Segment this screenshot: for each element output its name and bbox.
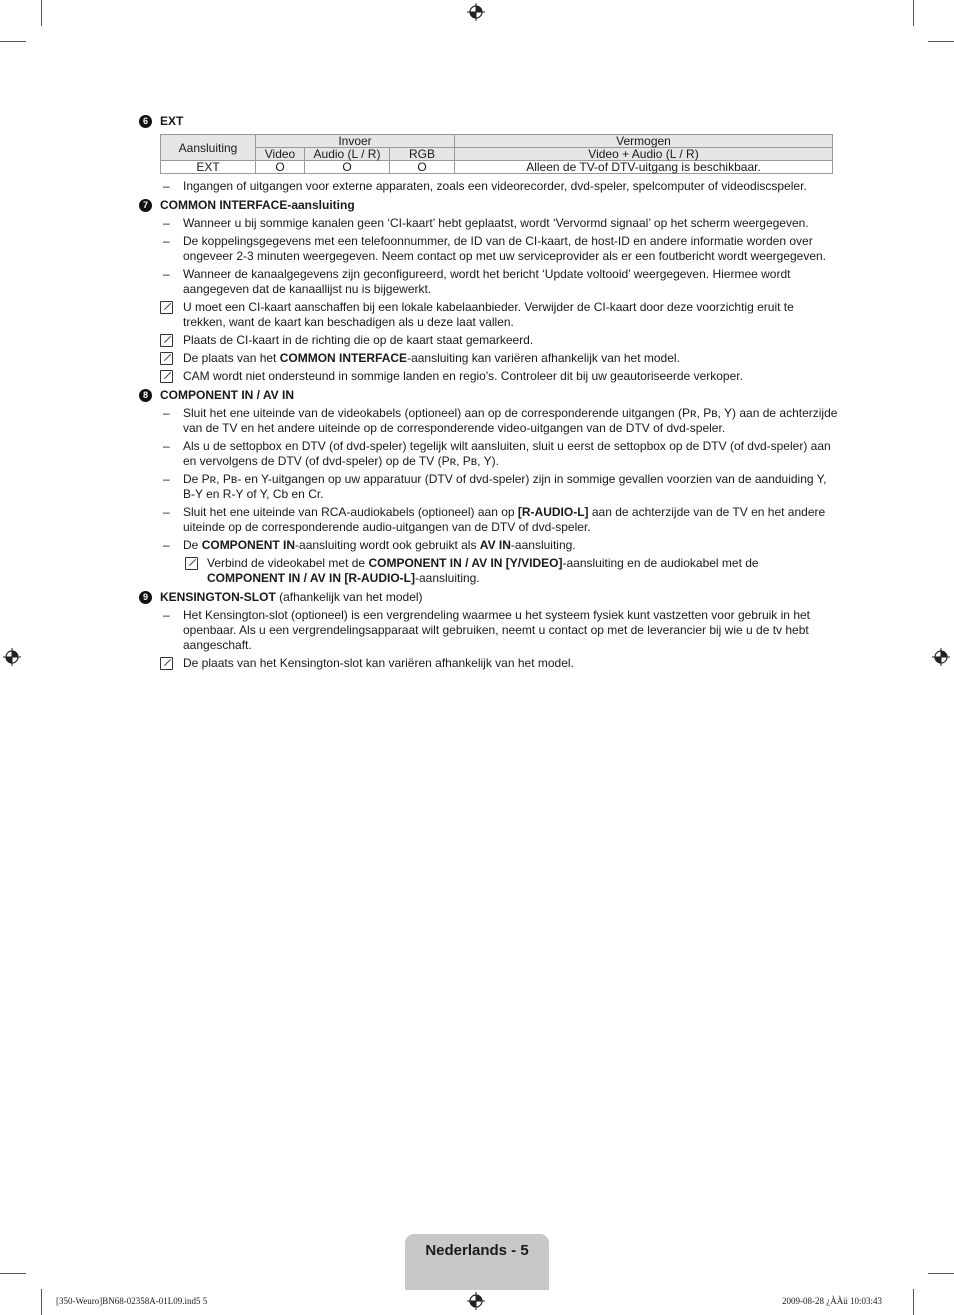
table-cell: O (305, 161, 390, 174)
note-item: U moet een CI-kaart aanschaffen bij een lokale kabelaanbieder. Verwijder de CI-kaart door deze voorzichtig eruit te trekken, want de kaart kan beschadigen als u deze laat vallen. (139, 300, 839, 330)
section-number-icon: 6 (139, 115, 152, 128)
crop-mark (913, 1289, 914, 1315)
section-component-in-heading (139, 388, 839, 403)
note-item: CAM wordt niet ondersteund in sommige landen en regio's. Controleer dit bij uw geautoriseerde verkoper. (139, 369, 839, 384)
section-common-interface-heading (139, 198, 839, 213)
registration-mark-icon (467, 3, 485, 21)
section-title: COMPONENT IN / AV IN (160, 388, 295, 402)
table-header-aansluiting: Aansluiting (161, 135, 256, 161)
crop-mark (928, 1273, 954, 1274)
table-subheader-video: Video (256, 148, 305, 161)
note-item: Plaats de CI-kaart in de richting die op de kaart staat gemarkeerd. (139, 333, 839, 348)
crop-mark (0, 41, 26, 42)
note-icon (160, 352, 173, 365)
list-item: – Sluit het ene uiteinde van RCA-audiokabels (optioneel) aan op [R-AUDIO-L] aan de achterzijde van de TV en het andere uiteinde op de corresponderende audio-uitgangen van de DTV of dvd-speler. (163, 505, 826, 534)
note-item: De plaats van het COMMON INTERFACE-aansluiting kan variëren afhankelijk van het model. (139, 351, 839, 366)
section-title: EXT (160, 114, 184, 128)
table-cell: O (390, 161, 455, 174)
registration-mark-icon (3, 648, 21, 666)
crop-mark (0, 1273, 26, 1274)
list-item: – Het Kensington-slot (optioneel) is een vergrendeling waarmee u het systeem fysiek kunt vastzetten voor gebruik in het openbaar. Als u een vergrendelingsapparaat wilt gebruiken, neemt u contact op met de leverancier bij wie u de tv hebt aangeschaft. (163, 608, 810, 652)
note-icon (160, 370, 173, 383)
note-item: De plaats van het Kensington-slot kan variëren afhankelijk van het model. (139, 656, 839, 671)
table-header-invoer: Invoer (256, 135, 455, 148)
list-item: – Ingangen of uitgangen voor externe apparaten, zoals een videorecorder, dvd-speler, spelcomputer of videodiscspeler. (163, 179, 807, 193)
list-item: – De koppelingsgegevens met een telefoonnummer, de ID van de CI-kaart, de host-ID en andere informatie worden over ongeveer 2-3 minuten weergegeven. Neem contact op met uw serviceprovider als er een foutbericht wordt weergegeven. (163, 234, 827, 263)
table-subheader-rgb: RGB (390, 148, 455, 161)
list-item: – Als u de settopbox en DTV (of dvd-speler) tegelijk wilt aansluiten, sluit u eerst de settopbox op de DTV (of dvd-speler) aan en vervolgens de DTV (of dvd-speler) op de TV (Pʀ, Pʙ, Y). (163, 439, 831, 468)
section-title: COMMON INTERFACE-aansluiting (160, 198, 355, 212)
note-icon (160, 657, 173, 670)
table-cell: EXT (161, 161, 256, 174)
table-cell: Alleen de TV-of DTV-uitgang is beschikbaar. (455, 161, 833, 174)
note-item: Verbind de videokabel met de COMPONENT IN / AV IN [Y/VIDEO]-aansluiting en de audiokabel met de COMPONENT IN / AV IN [R-AUDIO-L]-aansluiting. (139, 556, 839, 586)
print-date: 2009-08-28 ¿ÀÀü 10:03:43 (782, 1296, 882, 1306)
table-cell: O (256, 161, 305, 174)
table-row (161, 161, 833, 174)
file-info: [350-Weuro]BN68-02358A-01L09.ind5 5 (56, 1296, 208, 1306)
note-icon (185, 557, 198, 570)
crop-mark (41, 1289, 42, 1315)
table-header-vermogen: Vermogen (455, 135, 833, 148)
list-item: – Sluit het ene uiteinde van de videokabels (optioneel) aan op de corresponderende uitgangen (Pʀ, Pʙ, Y) aan de achterzijde van de TV en het andere uiteinde op de corresponderende video-uitgangen van de DTV of dvd-speler. (163, 406, 838, 435)
list-item: – Wanneer de kanaalgegevens zijn geconfigureerd, wordt het bericht ‘Update voltooid’ weergegeven. Hiermee wordt aangegeven dat de kanaallijst nu is bijgewerkt. (163, 267, 791, 296)
note-icon (160, 301, 173, 314)
section-title: KENSINGTON-SLOT (160, 590, 276, 604)
crop-mark (913, 0, 914, 26)
crop-mark (928, 41, 954, 42)
list-item: – Wanneer u bij sommige kanalen geen ‘CI-kaart’ hebt geplaatst, wordt ‘Vervormd signaal’ op het scherm weergegeven. (163, 216, 809, 230)
section-ext-heading (139, 114, 839, 129)
section-number-icon: 8 (139, 389, 152, 402)
list-item: – De COMPONENT IN-aansluiting wordt ook gebruikt als AV IN-aansluiting. (163, 538, 576, 552)
section-number-icon: 9 (139, 591, 152, 604)
registration-mark-icon (467, 1292, 485, 1310)
page-number-tab: Nederlands - 5 (405, 1234, 549, 1290)
list-item: – De Pʀ, Pʙ- en Y-uitgangen op uw apparatuur (DTV of dvd-speler) zijn in sommige gevallen voorzien van de aanduiding Y, B-Y en R-Y of Y, Cb en Cr. (163, 472, 827, 501)
crop-mark (41, 0, 42, 26)
section-number-icon: 7 (139, 199, 152, 212)
registration-mark-icon (932, 648, 950, 666)
manual-content (139, 110, 839, 674)
section-kensington-heading: 9 KENSINGTON-SLOT (afhankelijk van het model) (139, 590, 839, 605)
table-subheader-vermogen: Video + Audio (L / R) (455, 148, 833, 161)
note-icon (160, 334, 173, 347)
ext-connection-table (160, 134, 833, 174)
table-subheader-audio: Audio (L / R) (305, 148, 390, 161)
